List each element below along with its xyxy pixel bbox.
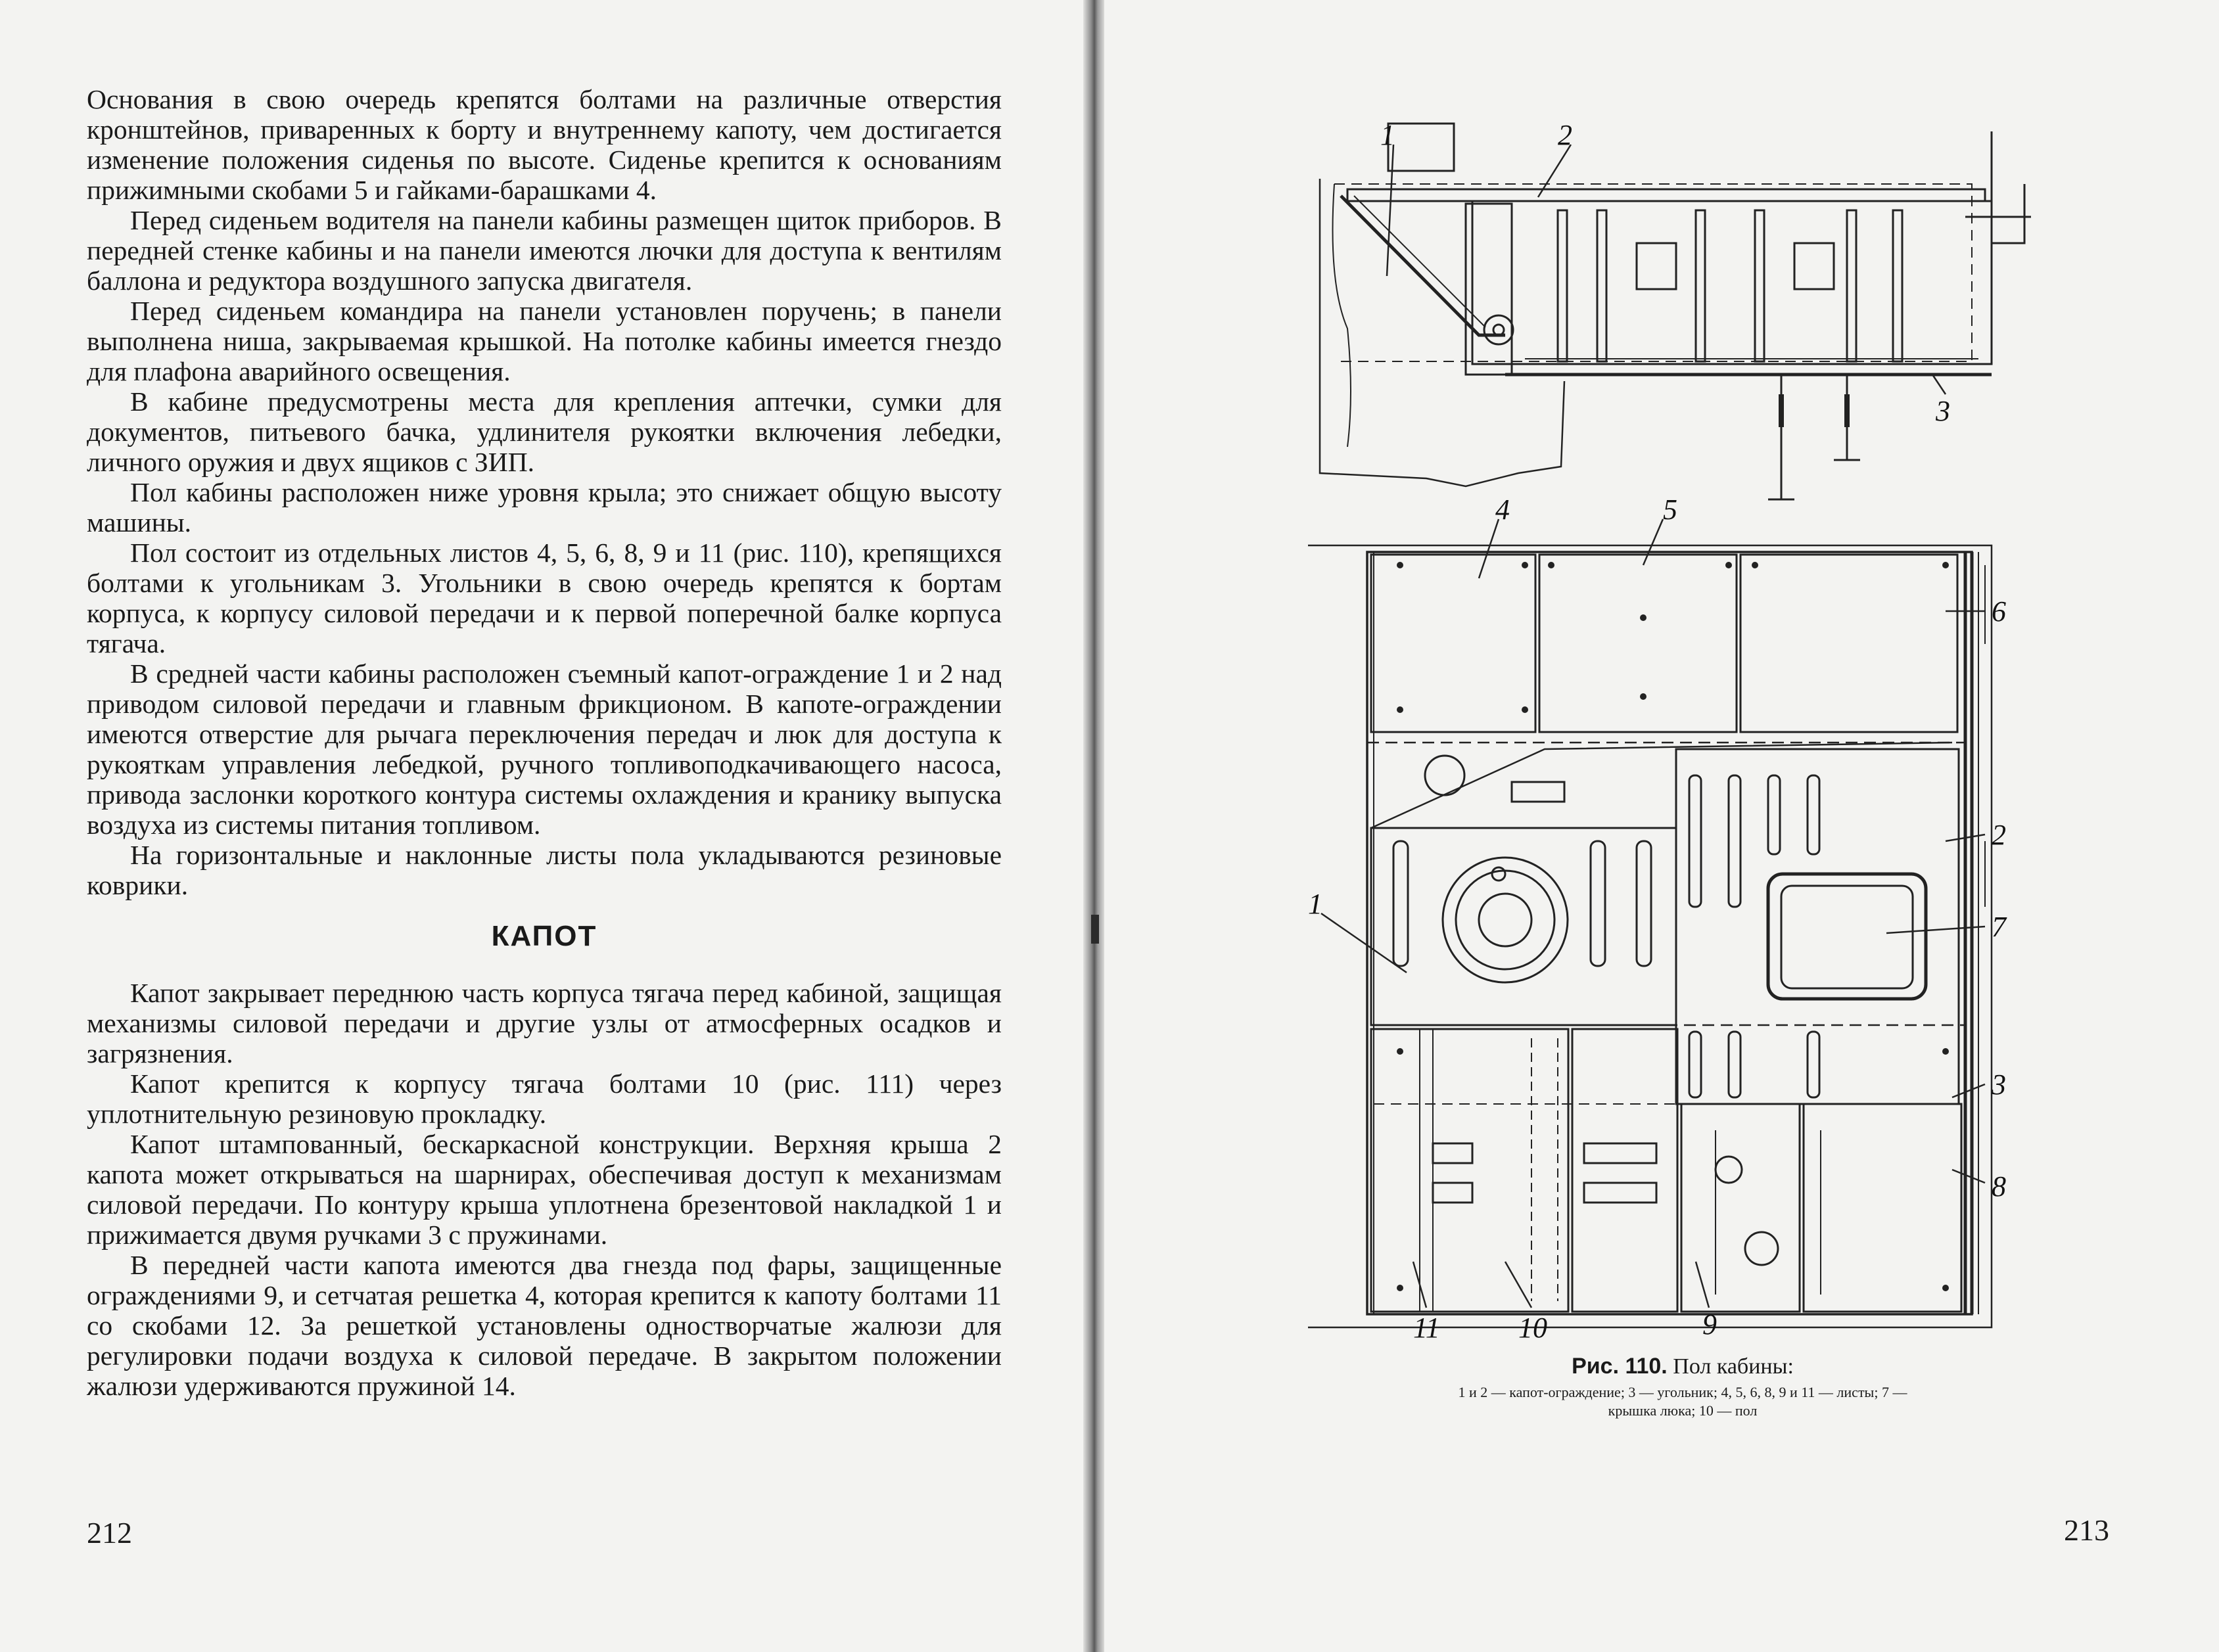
left-page bbox=[0, 0, 1091, 1652]
plan-label-11: 11 bbox=[1413, 1312, 1440, 1341]
plan-label-2: 2 bbox=[1992, 819, 2006, 851]
plan-label-6: 6 bbox=[1992, 595, 2006, 628]
top-label-1: 1 bbox=[1380, 119, 1395, 151]
plan-label-4: 4 bbox=[1495, 493, 1510, 526]
gutter-mark bbox=[1091, 915, 1099, 944]
top-label-3: 3 bbox=[1936, 395, 1950, 427]
caption-legend-line: 1 и 2 — капот-ограждение; 3 — угольник; 4, 5, 6, 8, 9 и 11 — листы; 7 — bbox=[1458, 1384, 1907, 1400]
paragraph: Капот крепится к корпусу тягача болтами 10 (рис. 111) через уплотнительную резиновую прокладку. bbox=[87, 1068, 1002, 1129]
cab-floor-drawing bbox=[1308, 118, 2057, 1341]
plan-label-3: 3 bbox=[1992, 1068, 2006, 1101]
caption-figure-number: Рис. 110. bbox=[1572, 1354, 1668, 1379]
paragraph: В кабине предусмотрены места для крепления аптечки, сумки для документов, питьевого бачка, удлинителя рукоятки включения лебедки, личного оружия и двух ящиков с ЗИП. bbox=[87, 386, 1002, 477]
plan-label-5: 5 bbox=[1663, 493, 1677, 526]
leader-lines bbox=[1321, 145, 1985, 1308]
caption-title bbox=[1288, 1354, 2077, 1379]
figure-cab-floor bbox=[1308, 118, 2057, 1341]
paragraph: Перед сиденьем командира на панели установлен поручень; в панели выполнена ниша, закрываемая крышкой. На потолке кабины имеется гнездо для плафона аварийного освещения. bbox=[87, 296, 1002, 386]
top-label-2: 2 bbox=[1558, 119, 1572, 151]
caption-legend bbox=[1288, 1383, 2077, 1420]
paragraph: Перед сиденьем водителя на панели кабины размещен щиток приборов. В передней стенке кабины и на панели имеются лючки для доступа к вентилям баллона и редуктора воздушного запуска двигателя. bbox=[87, 205, 1002, 296]
plan-label-10: 10 bbox=[1518, 1312, 1547, 1341]
plan-label-1: 1 bbox=[1308, 888, 1322, 920]
section-heading: КАПОТ bbox=[491, 920, 597, 952]
paragraph: Капот штампованный, бескаркасной конструкции. Верхняя крыша 2 капота может открываться на шарнирах, обеспечивая доступ к механизмам силовой передачи. По контуру крыша уплотнена брезентовой накладкой 1 и прижимается двумя ручками 3 с пружинами. bbox=[87, 1129, 1002, 1250]
side-elevation-view bbox=[1320, 124, 2031, 499]
paragraph: На горизонтальные и наклонные листы пола укладываются резиновые коврики. bbox=[87, 840, 1002, 900]
paragraph: Капот закрывает переднюю часть корпуса тягача перед кабиной, защищая механизмы силовой передачи и другие узлы от атмосферных осадков и загрязнения. bbox=[87, 978, 1002, 1068]
floor-plan-view bbox=[1308, 545, 1992, 1327]
paragraph: Основания в свою очередь крепятся болтами на различные отверстия кронштейнов, приваренных к борту и внутреннему капоту, чем достигается изменение положения сиденья по высоте. Сиденье крепится к основаниям прижимными скобами 5 и гайками-барашками 4. bbox=[87, 84, 1002, 205]
paragraph: В передней части капота имеются два гнезда под фары, защищенные ограждениями 9, и сетчатая решетка 4, которая крепится к капоту болтами 11 со скобами 12. За решеткой установлены одностворчатые жалюзи для регулировки подачи воздуха к силовой передаче. В закрытом положении жалюзи удерживаются пружиной 14. bbox=[87, 1250, 1002, 1401]
caption-legend-line: крышка люка; 10 — пол bbox=[1608, 1402, 1758, 1419]
body-text bbox=[87, 84, 1002, 1401]
plan-label-9: 9 bbox=[1702, 1308, 1717, 1341]
caption-figure-title: Пол кабины: bbox=[1673, 1354, 1794, 1379]
paragraph: В средней части кабины расположен съемный капот-ограждение 1 и 2 над приводом силовой передачи и главным фрикционом. В капоте-ограждении имеются отверстие для рычага переключения передач и люк для доступа к рукояткам управления лебедкой, ручного топливоподкачивающего насоса, привода заслонки короткого контура системы охлаждения и кранику выпуска воздуха из системы питания топливом. bbox=[87, 658, 1002, 840]
page-number-left: 212 bbox=[87, 1516, 132, 1549]
paragraph: Пол кабины расположен ниже уровня крыла; это снижает общую высоту машины. bbox=[87, 477, 1002, 538]
plan-label-8: 8 bbox=[1992, 1170, 2006, 1203]
book-gutter bbox=[1083, 0, 1106, 1652]
plan-label-7: 7 bbox=[1992, 911, 2006, 943]
page-number-right: 213 bbox=[2064, 1513, 2109, 1547]
paragraph: Пол состоит из отдельных листов 4, 5, 6, 8, 9 и 11 (рис. 110), крепящихся болтами к угольникам 3. Угольники в свою очередь крепятся к бортам корпуса, к корпусу силовой передачи и к первой поперечной балке корпуса тягача. bbox=[87, 538, 1002, 658]
figure-caption bbox=[1288, 1354, 2077, 1420]
